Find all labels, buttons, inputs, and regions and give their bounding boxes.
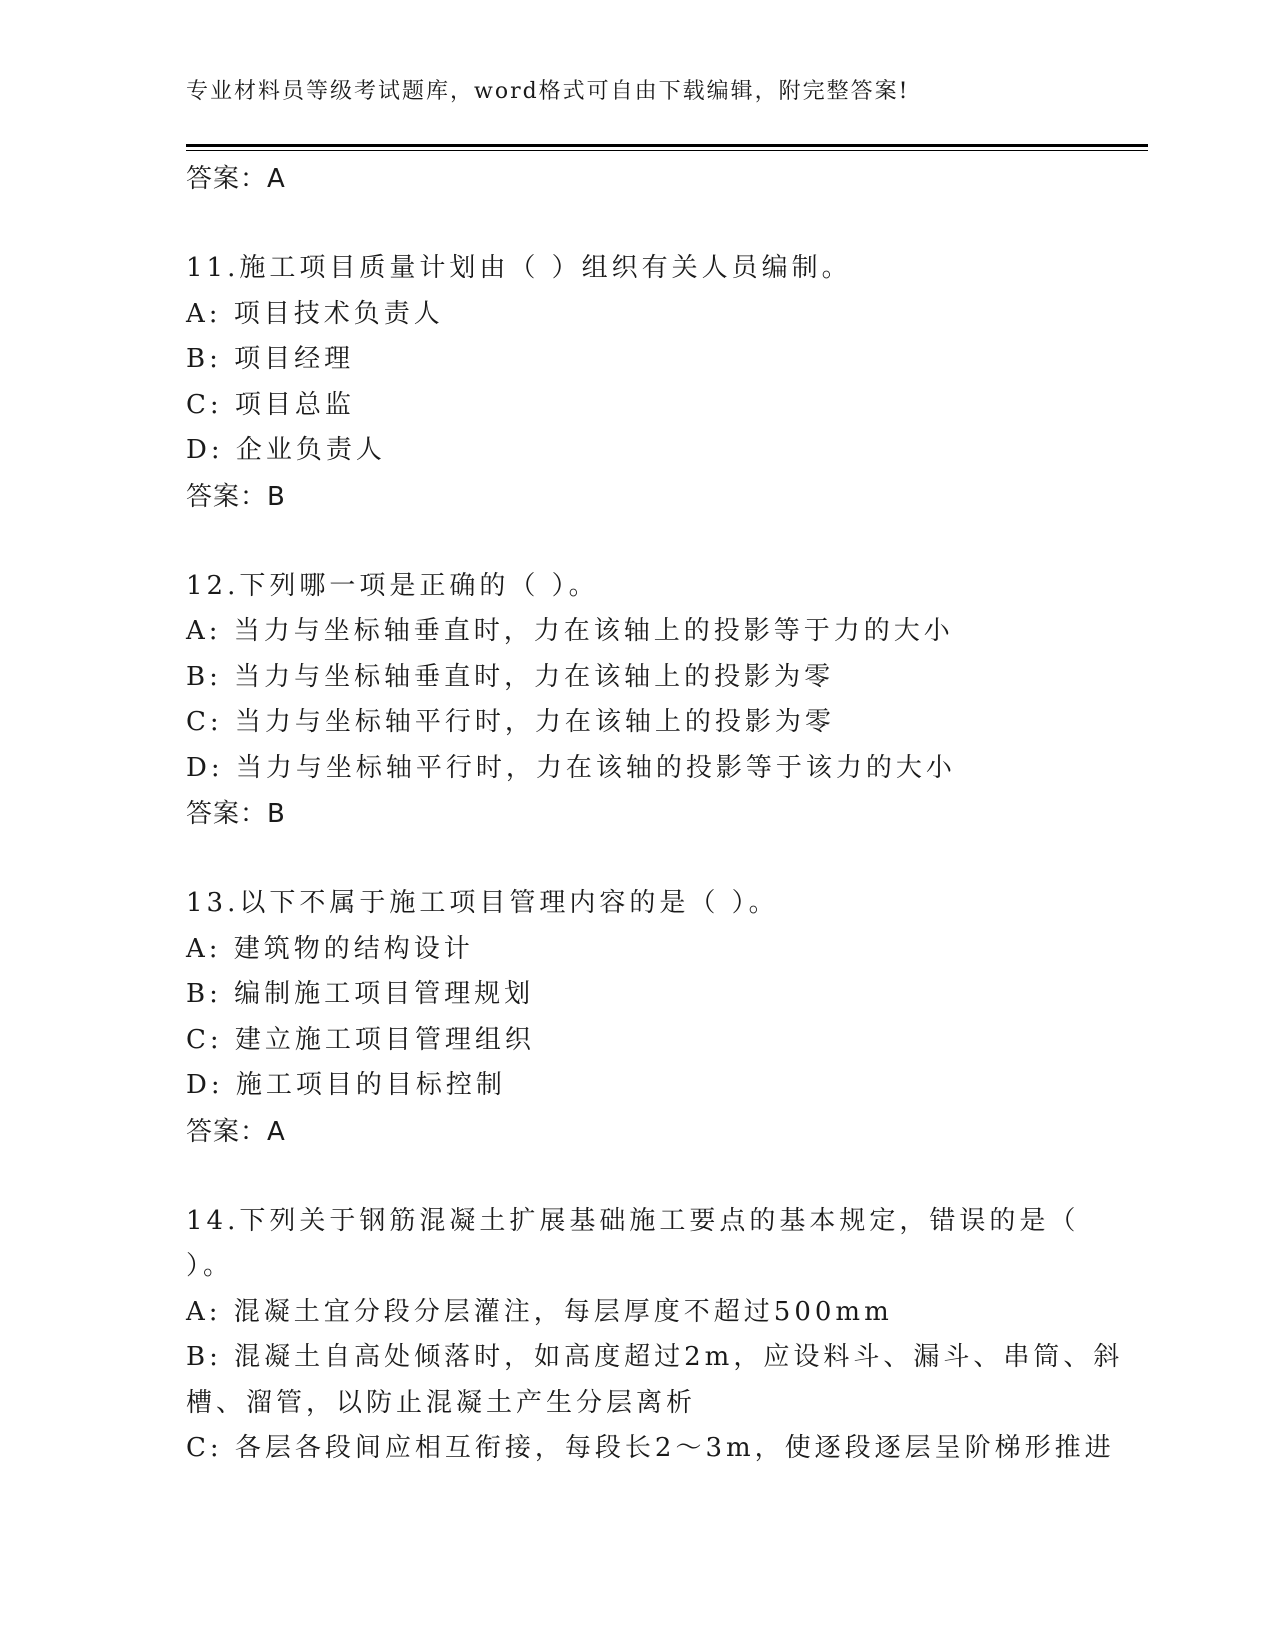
option-b: B: 编制施工项目管理规划 bbox=[186, 979, 535, 1009]
previous-answer: 答案：A bbox=[186, 164, 286, 194]
header-rule-thin bbox=[186, 150, 1148, 151]
page-header: 专业材料员等级考试题库，word格式可自由下载编辑，附完整答案! bbox=[186, 79, 910, 104]
question-12 bbox=[186, 564, 1106, 838]
option-a: A: 项目技术负责人 bbox=[186, 298, 444, 329]
option-d: D: 施工项目的目标控制 bbox=[186, 1070, 506, 1100]
option-c: C: 建立施工项目管理组织 bbox=[186, 1024, 535, 1055]
answer: 答案：A bbox=[186, 1116, 286, 1147]
option-b: B: 当力与坐标轴垂直时，力在该轴上的投影为零 bbox=[186, 661, 835, 692]
answer: 答案：B bbox=[186, 481, 286, 512]
option-c: C: 各层各段间应相互衔接，每段长2～3m，使逐段逐层呈阶梯形推进 bbox=[186, 1433, 1115, 1463]
question-stem: 12.下列哪一项是正确的（ ）。 bbox=[186, 570, 599, 601]
header-rule-thick bbox=[186, 144, 1148, 147]
question-list bbox=[186, 156, 1124, 1472]
question-13 bbox=[186, 881, 1106, 1155]
question-11 bbox=[186, 246, 1106, 520]
option-d: D: 当力与坐标轴平行时，力在该轴的投影等于该力的大小 bbox=[186, 752, 956, 783]
question-stem: 14.下列关于钢筋混凝土扩展基础施工要点的基本规定，错误的是（ bbox=[186, 1205, 1080, 1236]
answer: 答案：B bbox=[186, 799, 286, 829]
option-a: A: 当力与坐标轴垂直时，力在该轴上的投影等于力的大小 bbox=[186, 616, 954, 646]
option-a: A: 混凝土宜分段分层灌注，每层厚度不超过500mm bbox=[186, 1296, 893, 1327]
option-c: C: 项目总监 bbox=[186, 389, 355, 420]
option-d: D: 企业负责人 bbox=[186, 435, 386, 465]
question-14 bbox=[186, 1199, 1124, 1472]
option-b: B: 项目经理 bbox=[186, 344, 355, 374]
question-stem-continued: ）。 bbox=[186, 1251, 234, 1281]
question-stem: 11.施工项目质量计划由（ ）组织有关人员编制。 bbox=[186, 253, 852, 283]
option-b-continued: 槽、溜管，以防止混凝土产生分层离析 bbox=[186, 1387, 697, 1418]
question-stem: 13.以下不属于施工项目管理内容的是（ ）。 bbox=[186, 888, 779, 918]
option-c: C: 当力与坐标轴平行时，力在该轴上的投影为零 bbox=[186, 707, 835, 737]
option-a: A: 建筑物的结构设计 bbox=[186, 933, 474, 964]
option-b: B: 混凝土自高处倾落时，如高度超过2m，应设料斗、漏斗、串筒、斜 bbox=[186, 1342, 1124, 1372]
